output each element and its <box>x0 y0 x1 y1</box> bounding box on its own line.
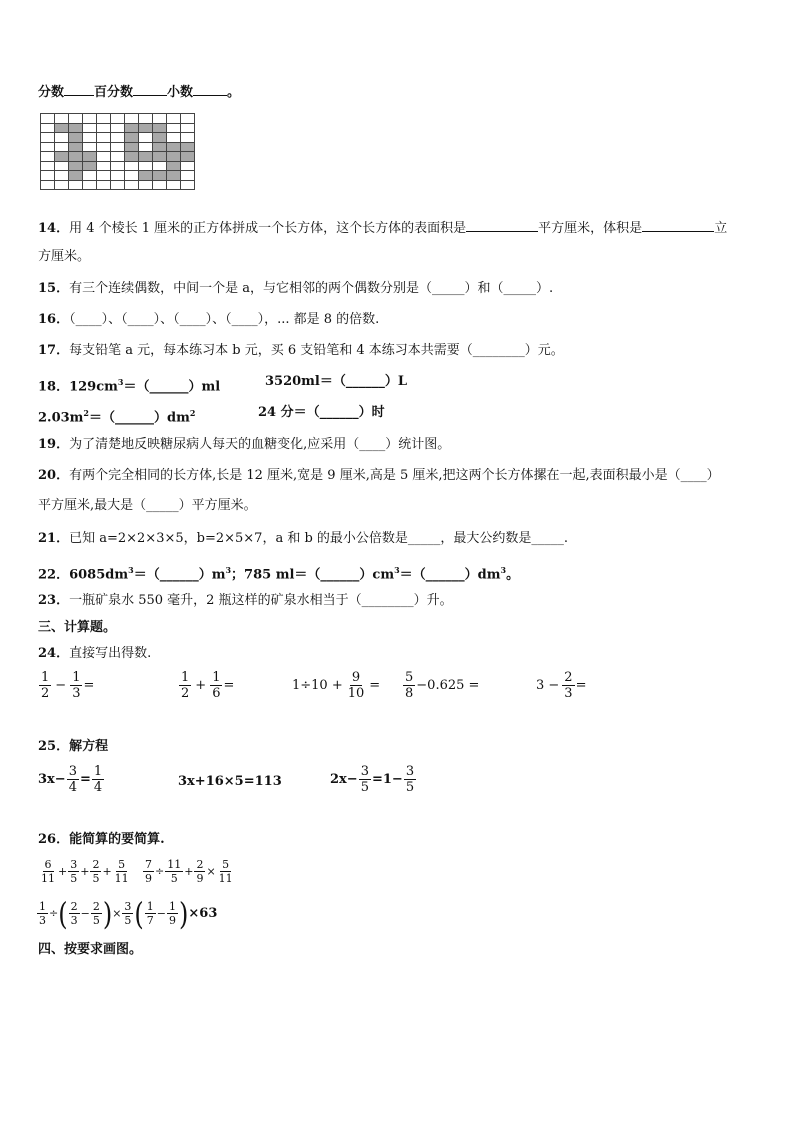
grid-cell <box>83 180 97 190</box>
q24-expr-5: 3 − $\frac{2}{3}$ = <box>536 670 587 701</box>
grid-cell <box>55 171 69 181</box>
grid-row <box>41 123 195 133</box>
grid-cell <box>181 152 195 162</box>
q26-expr-1: $\frac{6}{11}$ + $\frac{3}{5}$ + $\frac{2}{5}$ + $\frac{5}{11}$ <box>41 858 129 885</box>
grid-cell <box>125 161 139 171</box>
grid-cell <box>111 171 125 181</box>
grid-cell <box>97 142 111 152</box>
question-26: 26．能简算的要简算. <box>38 832 165 847</box>
grid-row <box>41 114 195 124</box>
grid-cell <box>167 152 181 162</box>
grid-cell <box>111 161 125 171</box>
grid-cell <box>181 114 195 124</box>
grid-cell <box>125 114 139 124</box>
q25-eq-1: 3x− $\frac{3}{4}$ = $\frac{1}{4}$ <box>38 764 103 795</box>
grid-cell <box>153 171 167 181</box>
section-3-title: 三、计算题。 <box>38 620 117 635</box>
question-18-c: $2.03m^2=(\_\_\_\_\_\_)dm^2$ <box>38 408 196 426</box>
grid-cell <box>55 180 69 190</box>
question-15: 15．有三个连续偶数，中间一个是 a，与它相邻的两个偶数分别是（_____）和（_____）. <box>38 281 554 296</box>
grid-cell <box>69 180 83 190</box>
question-18-d: 24 分＝（______）时 <box>258 405 385 420</box>
grid-cell <box>139 171 153 181</box>
grid-row <box>41 142 195 152</box>
grid-cell <box>55 161 69 171</box>
grid-cell <box>111 152 125 162</box>
grid-cell <box>41 133 55 143</box>
grid-cell <box>69 133 83 143</box>
grid-cell <box>55 152 69 162</box>
grid-row <box>41 171 195 181</box>
grid-cell <box>69 123 83 133</box>
q25-eq-2: 3x+16×5=113 <box>178 774 282 789</box>
question-16: 16．（____）、（____）、（____）、（____），... 都是 8 的倍数. <box>38 312 380 327</box>
question-25: 25．解方程 <box>38 739 109 754</box>
grid-cell <box>139 161 153 171</box>
question-24: 24．直接写出得数. <box>38 646 152 661</box>
grid-cell <box>69 171 83 181</box>
grid-cell <box>167 171 181 181</box>
grid-cell <box>153 114 167 124</box>
grid-cell <box>41 123 55 133</box>
grid-cell <box>181 171 195 181</box>
grid-cell <box>97 123 111 133</box>
grid-cell <box>97 171 111 181</box>
grid-cell <box>83 152 97 162</box>
grid-cell <box>83 171 97 181</box>
grid-cell <box>139 133 153 143</box>
grid-cell <box>167 114 181 124</box>
blank[interactable] <box>64 82 94 96</box>
question-22: 22．$6085dm^3=(\_\_\_\_\_\_)m^3$；785 $ml=(\_\_\_\_\_\_)cm^3=(\_\_\_\_\_\_)dm^3$。 <box>38 565 520 583</box>
grid-cell <box>97 180 111 190</box>
grid-cell <box>111 133 125 143</box>
grid-row <box>41 161 195 171</box>
grid-cell <box>69 114 83 124</box>
grid-cell <box>97 152 111 162</box>
grid-cell <box>153 161 167 171</box>
q24-expr-2: $\frac{1}{2}$ + $\frac{1}{6}$ = <box>181 670 235 701</box>
q26-expr-2: $\frac{7}{9}$ ÷ $\frac{11}{5}$ + $\frac{2}{9}$ × $\frac{5}{11}$ <box>145 858 233 885</box>
grid-cell <box>83 123 97 133</box>
grid-cell <box>97 133 111 143</box>
grid-cell <box>125 171 139 181</box>
grid-cell <box>69 142 83 152</box>
grid-cell <box>153 123 167 133</box>
grid-cell <box>167 180 181 190</box>
grid-cell <box>181 161 195 171</box>
grid-cell <box>181 133 195 143</box>
grid-cell <box>41 142 55 152</box>
shaded-grid-figure <box>40 113 195 190</box>
blank[interactable] <box>466 218 538 232</box>
blank[interactable] <box>642 218 714 232</box>
grid-cell <box>83 133 97 143</box>
grid-cell <box>181 123 195 133</box>
fill-line-fraction-percent-decimal: 分数 百分数 小数 。 <box>38 82 240 102</box>
grid-cell <box>55 123 69 133</box>
grid-cell <box>153 133 167 143</box>
q25-eq-3: 2x− $\frac{3}{5}$ =1− $\frac{3}{5}$ <box>330 764 415 795</box>
grid-cell <box>125 142 139 152</box>
q24-expr-4: $\frac{5}{8}$ −0.625 = <box>405 670 480 701</box>
grid-cell <box>111 180 125 190</box>
grid-cell <box>181 142 195 152</box>
grid-cell <box>97 161 111 171</box>
grid-cell <box>111 114 125 124</box>
grid-cell <box>153 152 167 162</box>
question-20: 20．有两个完全相同的长方体,长是 12 厘米,宽是 9 厘米,高是 5 厘米,把这两个长方体摞在一起,表面积最小是（____） <box>38 468 720 483</box>
blank[interactable] <box>133 82 167 96</box>
question-21: 21．已知 a=2×2×3×5，b=2×5×7，a 和 b 的最小公倍数是_____，最大公约数是_____. <box>38 531 569 546</box>
grid-cell <box>41 152 55 162</box>
grid-cell <box>125 133 139 143</box>
grid-cell <box>69 152 83 162</box>
grid-cell <box>97 114 111 124</box>
grid-cell <box>167 123 181 133</box>
section-4-title: 四、按要求画图。 <box>38 942 143 957</box>
grid-cell <box>139 114 153 124</box>
grid-row <box>41 152 195 162</box>
grid-cell <box>41 180 55 190</box>
grid-cell <box>153 142 167 152</box>
grid-cell <box>111 123 125 133</box>
question-19: 19．为了清楚地反映糖尿病人每天的血糖变化,应采用（____）统计图。 <box>38 437 451 452</box>
grid-cell <box>139 123 153 133</box>
q24-expr-1: $\frac{1}{2}$ − $\frac{1}{3}$ = <box>41 670 95 701</box>
grid-cell <box>167 142 181 152</box>
grid-cell <box>83 114 97 124</box>
grid-cell <box>55 114 69 124</box>
grid-row <box>41 180 195 190</box>
grid-cell <box>83 161 97 171</box>
grid-row <box>41 133 195 143</box>
grid-cell <box>139 180 153 190</box>
grid-cell <box>111 142 125 152</box>
grid-cell <box>125 152 139 162</box>
grid-cell <box>153 180 167 190</box>
grid-cell <box>55 142 69 152</box>
grid-cell <box>139 142 153 152</box>
grid-cell <box>41 114 55 124</box>
blank[interactable] <box>193 82 227 96</box>
question-14-cont: 方厘米。 <box>38 249 91 264</box>
grid-cell <box>181 180 195 190</box>
grid-cell <box>55 133 69 143</box>
grid-cell <box>125 123 139 133</box>
grid-cell <box>139 152 153 162</box>
grid-cell <box>125 180 139 190</box>
grid-cell <box>83 142 97 152</box>
grid-cell <box>41 161 55 171</box>
question-17: 17．每支铅笔 a 元，每本练习本 b 元，买 6 支铅笔和 4 本练习本共需要（________）元。 <box>38 343 564 358</box>
q26-expr-3: $\frac{1}{3}$ ÷ ( $\frac{2}{3}$ − $\frac{2}{5}$ ) × $\frac{3}{5}$ ( $\frac{1}{7}$ − $\frac{1}{9}$ ) ×63 <box>39 895 218 932</box>
grid-cell <box>41 171 55 181</box>
question-18: 18．$129cm^3=(\_\_\_\_\_\_)ml$ <box>38 377 221 395</box>
question-18-b: 3520ml＝（______）L <box>265 374 408 389</box>
question-14: 14．用 4 个棱长 1 厘米的正方体拼成一个长方体，这个长方体的表面积是 平方厘米，体积是 立 <box>38 218 727 238</box>
question-23: 23．一瓶矿泉水 550 毫升，2 瓶这样的矿泉水相当于（________）升。 <box>38 593 453 608</box>
q24-expr-3: 1÷10 + $\frac{9}{10}$ = <box>292 670 381 701</box>
grid-cell <box>167 161 181 171</box>
grid-cell <box>167 133 181 143</box>
question-20-cont: 平方厘米,最大是（_____）平方厘米。 <box>38 498 257 513</box>
grid-cell <box>69 161 83 171</box>
